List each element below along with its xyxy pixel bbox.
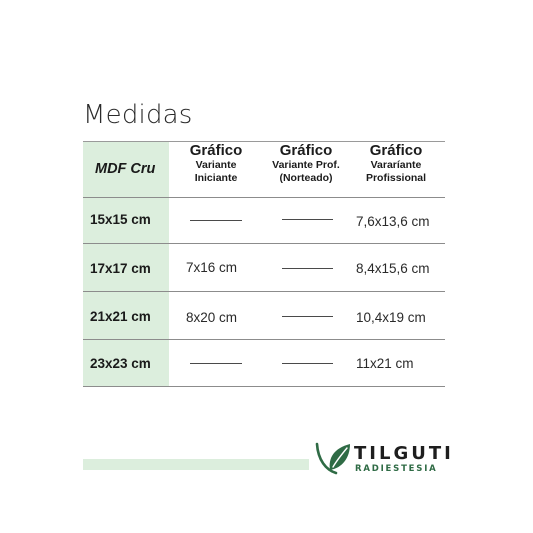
column-subtitle: Iniciante xyxy=(194,171,238,184)
empty-cell-dash xyxy=(282,219,333,220)
column-header-3 xyxy=(354,143,438,184)
column-subtitle: Variante Prof. xyxy=(272,159,340,171)
table-cell: 10,4x19 cm xyxy=(356,310,426,325)
row-label: 23x23 cm xyxy=(90,356,151,371)
corner-header: MDF Cru xyxy=(95,161,156,177)
brand-name: TILGUTI xyxy=(354,443,454,464)
table-cell: 8x20 cm xyxy=(186,310,238,325)
table-cell: 11x21 cm xyxy=(356,356,414,371)
column-title: Gráfico xyxy=(189,142,243,159)
empty-cell-dash xyxy=(282,316,333,317)
divider xyxy=(83,291,445,292)
empty-cell-dash xyxy=(190,363,242,364)
column-title: Gráfico xyxy=(279,142,333,159)
column-header-2 xyxy=(265,143,347,184)
measurements-table xyxy=(83,141,445,387)
column-title: Gráfico xyxy=(369,142,423,159)
row-label: 21x21 cm xyxy=(90,309,151,324)
divider xyxy=(83,339,445,340)
table-cell: 7,6x13,6 cm xyxy=(356,214,430,229)
empty-cell-dash xyxy=(282,268,333,269)
brand-tagline: RADIESTESIA xyxy=(355,464,438,474)
divider xyxy=(83,243,445,244)
column-subtitle: Vararíante xyxy=(370,159,422,171)
column-subtitle: Variante xyxy=(195,159,237,171)
brand-logo xyxy=(314,440,454,480)
column-header-1 xyxy=(181,143,251,184)
row-label: 17x17 cm xyxy=(90,261,151,276)
table-cell: 8,4x15,6 cm xyxy=(356,261,430,276)
empty-cell-dash xyxy=(190,220,242,221)
divider xyxy=(83,197,445,198)
leaf-icon xyxy=(314,440,354,478)
accent-bar xyxy=(83,459,309,470)
column-subtitle: Profissional xyxy=(365,171,427,184)
page-title: Medidas xyxy=(83,100,193,130)
empty-cell-dash xyxy=(282,363,333,364)
divider xyxy=(83,386,445,387)
row-label: 15x15 cm xyxy=(90,212,151,227)
table-cell: 7x16 cm xyxy=(186,260,238,275)
column-subtitle: (Norteado) xyxy=(279,171,333,184)
